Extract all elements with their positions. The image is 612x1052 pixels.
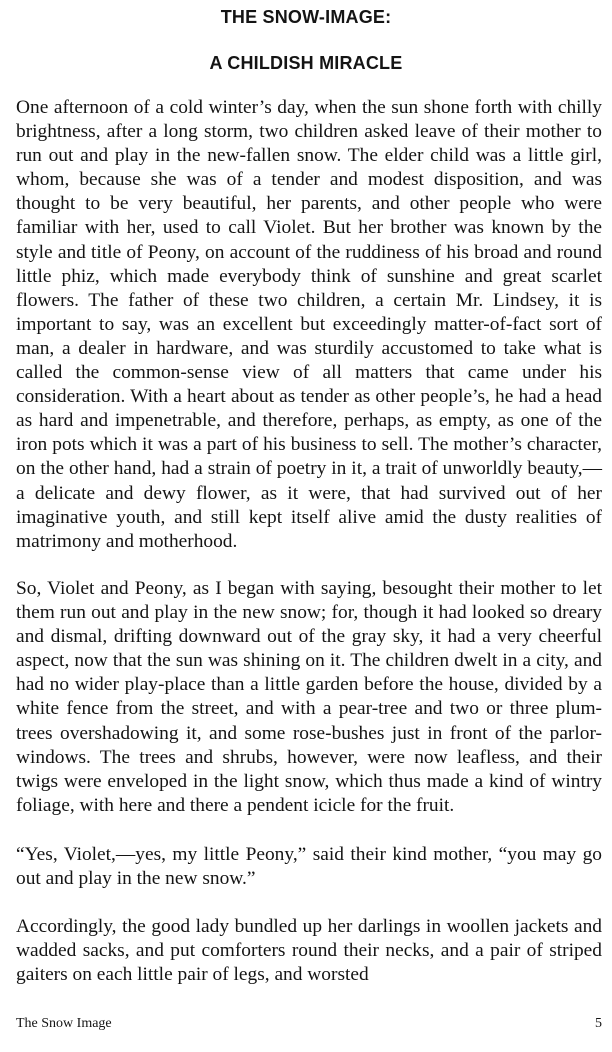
chapter-title: THE SNOW-IMAGE:: [220, 7, 392, 27]
paragraph-2: So, Violet and Peony, as I began with saying, besought their mother to let them run out and play in the new snow; for, though it had looked so dreary and dismal, drifting downward out of the gray sky, it had a very cheerful aspect, now that the sun was shining on it. The children dwelt in a city, and had no wider play-place than a little garden before the house, divided by a white fence from the street, and with a pear-tree and two or three plum-trees overshadowing it, and some rose-bushes just in front of the parlor-windows. The trees and shrubs, however, were now leafless, and their twigs were enveloped in the light snow, which thus made a kind of wintry foliage, with here and there a pendent icicle for the fruit.: [16, 578, 602, 816]
footer-page-number: 5: [595, 1016, 602, 1031]
chapter-subtitle: A CHILDISH MIRACLE: [209, 53, 403, 73]
footer-book-title: The Snow Image: [16, 1016, 112, 1031]
paragraph-1: One afternoon of a cold winter’s day, when the sun shone forth with chilly brightness, after a long storm, two children asked leave of their mother to run out and play in the new-fallen snow. The elder child was a little girl, whom, because she was of a tender and modest disposition, and was thought to be very beautiful, her parents, and other people who were familiar with her, used to call Violet. But her brother was known by the style and title of Peony, on account of the ruddiness of his broad and round little phiz, which made everybody think of sunshine and great scarlet flowers. The father of these two children, a certain Mr. Lindsey, it is important to say, was an excellent but exceedingly matter-of-fact sort of man, a dealer in hardware, and was sturdily accustomed to take what is called the common-sense view of all matters that came under his consideration. With a heart about as tender as other people’s, he had a head as hard and impenetrable, and therefore, perhaps, as empty, as one of the iron pots which it was a part of his business to sell. The mother’s character, on the other hand, had a strain of poetry in it, a trait of unworldly beauty,—a delicate and dewy flower, as it were, that had survived out of her imaginative youth, and still kept itself alive amid the dusty realities of matrimony and motherhood.: [16, 97, 602, 552]
paragraph-4: Accordingly, the good lady bundled up her darlings in woollen jackets and wadded sacks, and put comforters round their necks, and a pair of striped gaiters on each little pair of legs, and worsted: [16, 916, 602, 986]
paragraph-3: “Yes, Violet,—yes, my little Peony,” said their kind mother, “you may go out and play in the new snow.”: [16, 844, 602, 890]
